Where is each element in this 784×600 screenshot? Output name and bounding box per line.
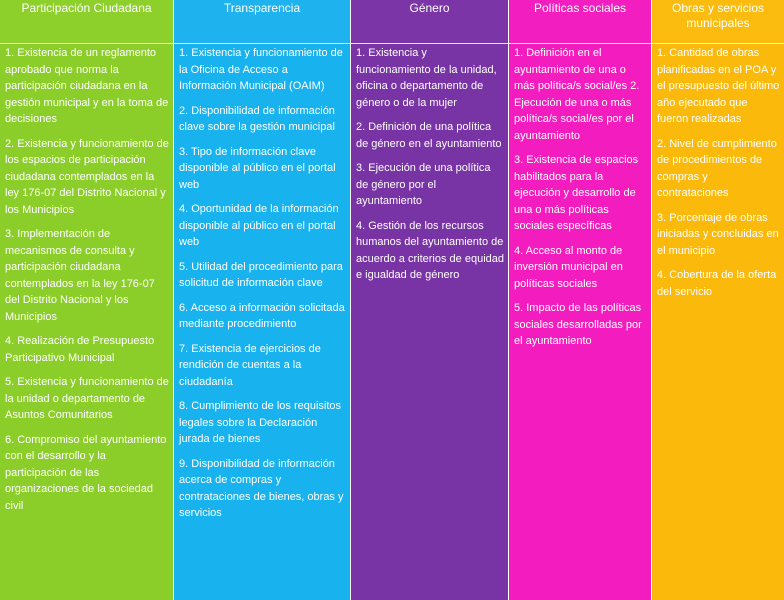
column-header: Políticas sociales <box>509 0 651 44</box>
list-item: 8. Cumplimiento de los requisitos legales sobre la Declaración jurada de bienes <box>179 400 342 445</box>
column-transparencia <box>174 0 351 600</box>
list-item: 1. Existencia de un reglamento aprobado que norma la participación ciudadana en la gestión municipal y en la toma de decisiones <box>5 47 169 125</box>
list-item: 4. Acceso al monto de inversión municipal en políticas sociales <box>514 244 623 290</box>
list-item: 5. Existencia y funcionamiento de la unidad o departamento de Asuntos Comunitarios <box>5 376 169 421</box>
column-obras-y-servicios <box>652 0 784 600</box>
list-item: 1. Existencia y funcionamiento de la Oficina de Acceso a Información Municipal (OAIM) <box>179 47 343 92</box>
column-politicas-sociales <box>509 0 652 600</box>
column-body <box>652 44 784 600</box>
list-item: 4. Oportunidad de la información disponible al público en el portal web <box>179 203 339 248</box>
list-item: 2. Existencia y funcionamiento de los espacios de participación ciudadana contemplados en la ley 176-07 del Distrito Nacional y los Municipios <box>5 137 169 216</box>
column-participacion-ciudadana <box>0 0 174 600</box>
column-body <box>0 44 173 600</box>
list-item: 6. Acceso a información solicitada mediante procedimiento <box>179 301 345 330</box>
column-header: Participación Ciudadana <box>0 0 173 44</box>
list-item: 4. Gestión de los recursos humanos del ayuntamiento de acuerdo a criterios de equidad e igualdad de género <box>356 219 504 281</box>
list-item: 3. Ejecución de una política de género por el ayuntamiento <box>356 162 491 207</box>
list-item: 3. Existencia de espacios habilitados para la ejecución y desarrollo de una o más políticas sociales específicas <box>514 154 639 232</box>
column-genero <box>351 0 509 600</box>
list-item: 4. Realización de Presupuesto Participativo Municipal <box>5 335 155 364</box>
column-header: Género <box>351 0 508 44</box>
list-item: 4. Cobertura de la oferta del servicio <box>657 269 777 298</box>
list-item: 3. Porcentaje de obras iniciadas y concluidas en el municipio <box>657 211 779 257</box>
list-item: 5. Impacto de las políticas sociales desarrolladas por el ayuntamiento <box>514 302 642 347</box>
list-item: 3. Tipo de información clave disponible al público en el portal web <box>179 145 336 191</box>
list-item: 1. Definición en el ayuntamiento de una o más política/s social/es 2. Ejecución de una o más política/s social/es por el ayuntamiento <box>514 47 640 142</box>
list-item: 2. Nivel de cumplimiento de procedimientos de compras y contrataciones <box>657 137 777 199</box>
column-body <box>174 44 350 600</box>
list-item: 1. Cantidad de obras planificadas en el POA y el presupuesto del último año ejecutado que fueron realizadas <box>657 47 780 125</box>
list-item: 2. Definición de una política de género en el ayuntamiento <box>356 121 502 150</box>
column-body <box>509 44 651 600</box>
list-item: 5. Utilidad del procedimiento para solicitud de información clave <box>179 260 343 289</box>
column-body <box>351 44 508 600</box>
column-header: Obras y servicios municipales <box>652 0 784 44</box>
list-item: 1. Existencia y funcionamiento de la unidad, oficina o departamento de género o de la mujer <box>356 47 497 109</box>
list-item: 2. Disponibilidad de información clave sobre la gestión municipal <box>179 104 335 133</box>
column-header: Transparencia <box>174 0 350 44</box>
list-item: 7. Existencia de ejercicios de rendición de cuentas a la ciudadanía <box>179 342 321 388</box>
list-item: 9. Disponibilidad de información acerca de compras y contrataciones de bienes, obras y servicios <box>179 457 344 519</box>
list-item: 3. Implementación de mecanismos de consulta y participación ciudadana contemplados en la ley 176-07 del Distrito Nacional y los Municipios <box>5 228 155 323</box>
list-item: 6. Compromiso del ayuntamiento con el desarrollo y la participación de las organizaciones de la sociedad civil <box>5 433 167 512</box>
